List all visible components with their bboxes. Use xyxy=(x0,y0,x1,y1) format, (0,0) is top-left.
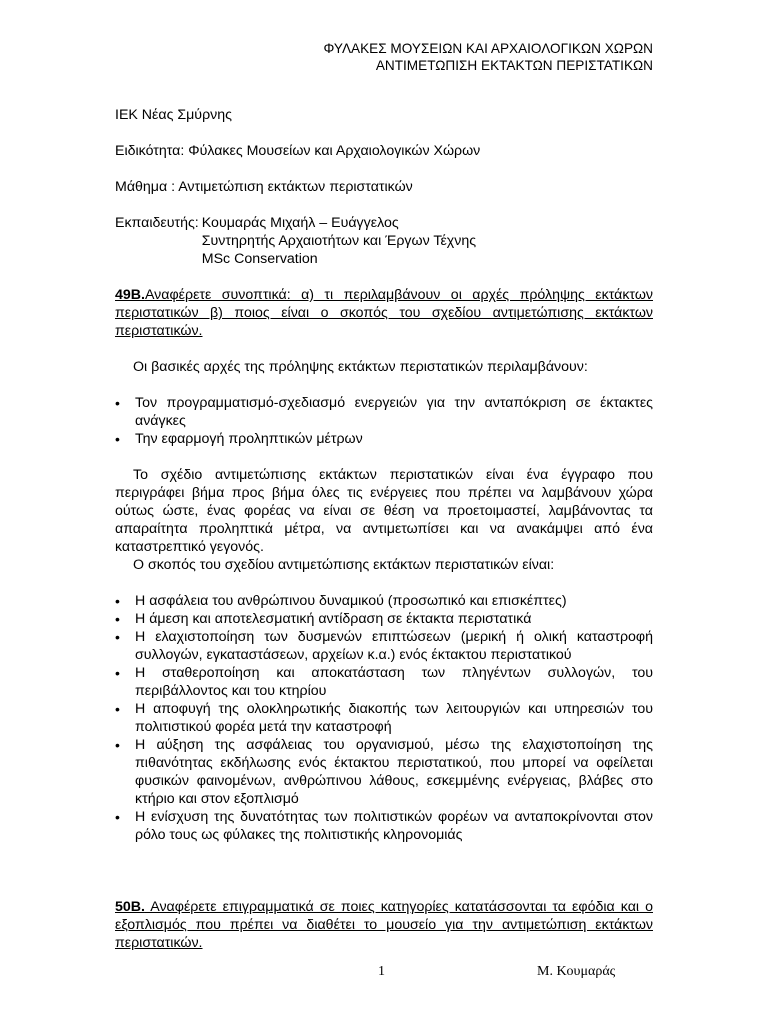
page-header xyxy=(324,40,654,74)
prevention-principles-list xyxy=(115,394,653,448)
list-item: • Η άμεση και αποτελεσματική αντίδραση σε έκτακτα περιστατικά xyxy=(115,610,653,628)
teacher-block xyxy=(115,214,653,268)
header-line-2: ΑΝΤΙΜΕΤΩΠΙΣΗ ΕΚΤΑΚΤΩΝ ΠΕΡΙΣΤΑΤΙΚΩΝ xyxy=(375,58,653,73)
teacher-title: Συντηρητής Αρχαιοτήτων και Έργων Τέχνης xyxy=(201,233,477,249)
course-line: Μάθημα : Αντιμετώπιση εκτάκτων περιστατικών xyxy=(115,179,413,195)
question-50 xyxy=(115,898,653,952)
plan-definition-paragraph: Το σχέδιο αντιμετώπισης εκτάκτων περιστατικών είναι ένα έγγραφο που περιγράφει βήμα προς βήμα όλες τις ενέργειες που πρέπει να λαμβάνουν χώρα ούτως ώστε, ένας φορέας να είναι σε θέση να προετοιμαστεί, λαμβάνοντας τα απαραίτητα προληπτικά μέτρα, να αντιμετωπίσει και να ανακάμψει από ένα καταστρεπτικό γεγονός. xyxy=(115,467,653,555)
list-item: • Η αύξηση της ασφάλειας του οργανισμού, μέσω της ελαχιστοποίηση της πιθανότητας εκδήλωσης ενός έκτακτου περιστατικού, που μπορεί να οφείλεται φυσικών φαινομένων, ανθρώπινου λάθους, εσκεμμένης ενέργειας, βλάβες στο κτήριο και στον εξοπλισμό xyxy=(115,736,653,808)
header-line-1: ΦΥΛΑΚΕΣ ΜΟΥΣΕΙΩΝ ΚΑΙ ΑΡΧΑΙΟΛΟΓΙΚΩΝ ΧΩΡΩΝ xyxy=(323,41,653,56)
plan-purpose-intro: Ο σκοπός του σχεδίου αντιμετώπισης εκτάκτων περιστατικών είναι: xyxy=(133,557,555,573)
intro-paragraph: Οι βασικές αρχές της πρόληψης εκτάκτων περιστατικών περιλαμβάνουν: xyxy=(133,359,588,375)
list-item: • Η αποφυγή της ολοκληρωτικής διακοπής των λειτουργιών και υπηρεσιών του πολιτιστικού φορέα μετά την καταστροφή xyxy=(115,700,653,736)
question-49-number: 49Β. xyxy=(115,287,145,303)
list-item: • Τον προγραμματισμό-σχεδιασμό ενεργειών για την ανταπόκριση σε έκτακτες ανάγκες xyxy=(115,394,653,430)
document-body xyxy=(115,106,653,970)
plan-purpose-list xyxy=(115,592,653,844)
teacher-name: Κουμαράς Μιχαήλ – Ευάγγελος xyxy=(201,215,399,231)
specialty-line: Ειδικότητα: Φύλακες Μουσείων και Αρχαιολογικών Χώρων xyxy=(115,143,481,159)
teacher-degree: MSc Conservation xyxy=(201,251,318,267)
footer-author: Μ. Κουμαράς xyxy=(537,964,616,979)
school-name: ΙΕΚ Νέας Σμύρνης xyxy=(115,107,232,123)
teacher-label: Εκπαιδευτής: xyxy=(115,215,199,231)
page-number: 1 xyxy=(378,964,385,979)
list-item: • Η ασφάλεια του ανθρώπινου δυναμικού (προσωπικό και επισκέπτες) xyxy=(115,592,653,610)
question-49-text: Αναφέρετε συνοπτικά: α) τι περιλαμβάνουν οι αρχές πρόληψης εκτάκτων περιστατικών β) ποιος είναι ο σκοπός του σχεδίου αντιμετώπισης εκτάκτων περιστατικών. xyxy=(115,287,653,339)
list-item: • Η ενίσχυση της δυνατότητας των πολιτιστικών φορέων να ανταποκρίνονται στον ρόλο τους ως φύλακες της πολιτιστικής κληρονομιάς xyxy=(115,808,653,844)
list-item: • Η σταθεροποίηση και αποκατάσταση των πληγέντων συλλογών, του περιβάλλοντος και του κτηρίου xyxy=(115,664,653,700)
list-item: • Η ελαχιστοποίηση των δυσμενών επιπτώσεων (μερική ή ολική καταστροφή συλλογών, εγκαταστάσεων, αρχείων κ.α.) ενός έκτακτου περιστατικού xyxy=(115,628,653,664)
question-49 xyxy=(115,286,653,340)
question-50-number: 50Β. xyxy=(115,899,145,915)
list-item: • Την εφαρμογή προληπτικών μέτρων xyxy=(115,430,653,448)
question-50-text: Αναφέρετε επιγραμματικά σε ποιες κατηγορίες κατατάσσονται τα εφόδια και ο εξοπλισμός που πρέπει να διαθέτει το μουσείο για την αντιμετώπιση εκτάκτων περιστατικών. xyxy=(115,899,653,951)
